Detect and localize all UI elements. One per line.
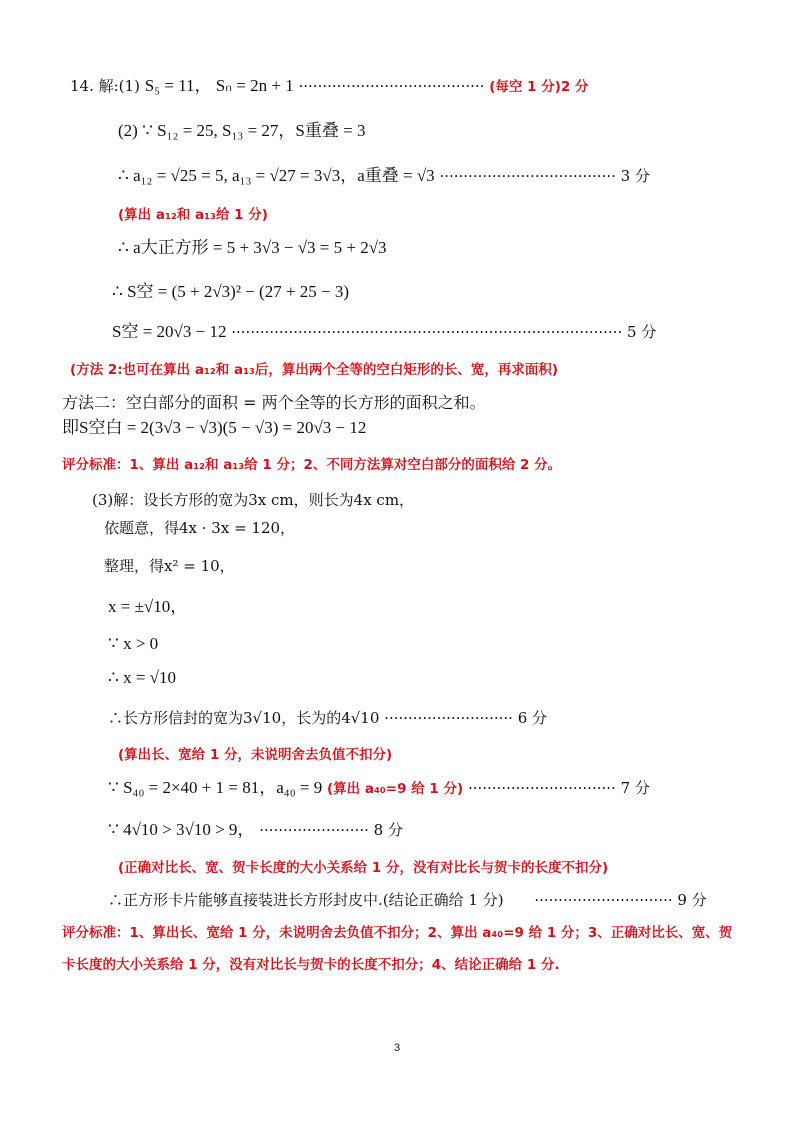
leader-dots: ··························· bbox=[384, 709, 513, 727]
part3-score-9: 9 分 bbox=[677, 891, 707, 909]
conclusion: ∴正方形卡片能够直接装进长方形封皮中.(结论正确给 1 分) bbox=[108, 891, 504, 909]
method2-note: (方法 2:也可在算出 a₁₂和 a₁₃后，算出两个全等的空白矩形的长、宽，再求面积) bbox=[70, 362, 559, 378]
page-number: 3 bbox=[394, 1042, 401, 1054]
card-side-calc: ∵ S₄₀ = 2×40 + 1 = 81，a₄₀ = 9 bbox=[108, 778, 323, 797]
part3-positive: ∵ x > 0 bbox=[108, 634, 159, 653]
note-comparison: (正确对比长、宽、贺卡长度的大小关系给 1 分，没有对比长与贺卡的长度不扣分) bbox=[118, 860, 609, 876]
leader-dots: ······································· bbox=[298, 77, 485, 95]
method2-statement: 方法二：空白部分的面积 = 两个全等的长方形的面积之和。 bbox=[62, 393, 486, 412]
leader-dots: ······················· bbox=[259, 821, 369, 839]
part3-setup: (3)解：设长方形的宽为3x cm，则长为4x cm， bbox=[92, 491, 415, 509]
part2-sides: ∴ a₁₂ = √25 = 5, a₁₃ = √27 = 3√3，a重叠 = √3 bbox=[118, 166, 435, 185]
envelope-dims: ∴长方形信封的宽为3√10，长为的4√10 bbox=[108, 709, 380, 727]
note-a40: (算出 a₄₀=9 给 1 分) bbox=[327, 781, 464, 797]
note-length-width: (算出长、宽给 1 分，未说明舍去负值不扣分) bbox=[118, 747, 393, 763]
leader-dots: ······························· bbox=[467, 779, 616, 797]
method2-calc: 即S空白 = 2(3√3 − √3)(5 − √3) = 20√3 − 12 bbox=[62, 418, 367, 437]
card-side-line bbox=[108, 778, 650, 799]
empty-area-result-line bbox=[112, 322, 656, 342]
part1-score: (每空 1 分)2 分 bbox=[489, 79, 589, 95]
q14-label: 14. 解:(1) bbox=[70, 77, 140, 95]
big-square-side: ∴ a大正方形 = 5 + 3√3 − √3 = 5 + 2√3 bbox=[118, 238, 387, 257]
part3-equation: 依题意，得4x · 3x = 120， bbox=[104, 519, 296, 537]
leader-dots: ····························· bbox=[534, 891, 673, 909]
part3-roots: x = ±√10， bbox=[108, 597, 188, 616]
part3-simplify: 整理，得x² = 10， bbox=[104, 557, 235, 575]
scoring-criteria-2-line2: 卡长度的大小关系给 1 分，没有对比长与贺卡的长度不扣分；4、结论正确给 1 分. bbox=[62, 957, 560, 973]
part3-score-7: 7 分 bbox=[620, 779, 650, 797]
part2-given: (2) ∵ S₁₂ = 25, S₁₃ = 27，S重叠 = 3 bbox=[118, 121, 366, 140]
part2-sides-line bbox=[118, 166, 650, 186]
envelope-dims-line bbox=[108, 708, 547, 728]
leader-dots: ····································· bbox=[439, 167, 616, 185]
conclusion-line bbox=[108, 890, 707, 910]
part3-score-6: 6 分 bbox=[517, 709, 548, 727]
part3-x-value: ∴ x = √10 bbox=[108, 668, 176, 687]
note-a12-a13: (算出 a₁₂和 a₁₃给 1 分) bbox=[118, 207, 268, 223]
scoring-criteria-2-line1: 评分标准：1、算出长、宽给 1 分，未说明舍去负值不扣分；2、算出 a₄₀=9 给 1 分；3、正确对比长、宽、贺 bbox=[62, 925, 733, 941]
comparison-line bbox=[108, 820, 403, 840]
comparison: ∵ 4√10 > 3√10 > 9， bbox=[108, 820, 255, 839]
part2-score-b: 5 分 bbox=[627, 323, 657, 341]
q14-part1-line bbox=[70, 76, 588, 97]
part2-score-a: 3 分 bbox=[620, 167, 650, 185]
part3-score-8: 8 分 bbox=[373, 821, 403, 839]
part1-answer: S₅ = 11， Sₙ = 2n + 1 bbox=[144, 76, 294, 95]
empty-area-result: S空 = 20√3 − 12 bbox=[112, 322, 227, 341]
scoring-criteria-1: 评分标准：1、算出 a₁₂和 a₁₃给 1 分；2、不同方法算对空白部分的面积给 2 分。 bbox=[62, 457, 562, 473]
empty-area-expr: ∴ S空 = (5 + 2√3)² − (27 + 25 − 3) bbox=[112, 282, 350, 301]
leader-dots: ·················································································· bbox=[231, 323, 623, 341]
